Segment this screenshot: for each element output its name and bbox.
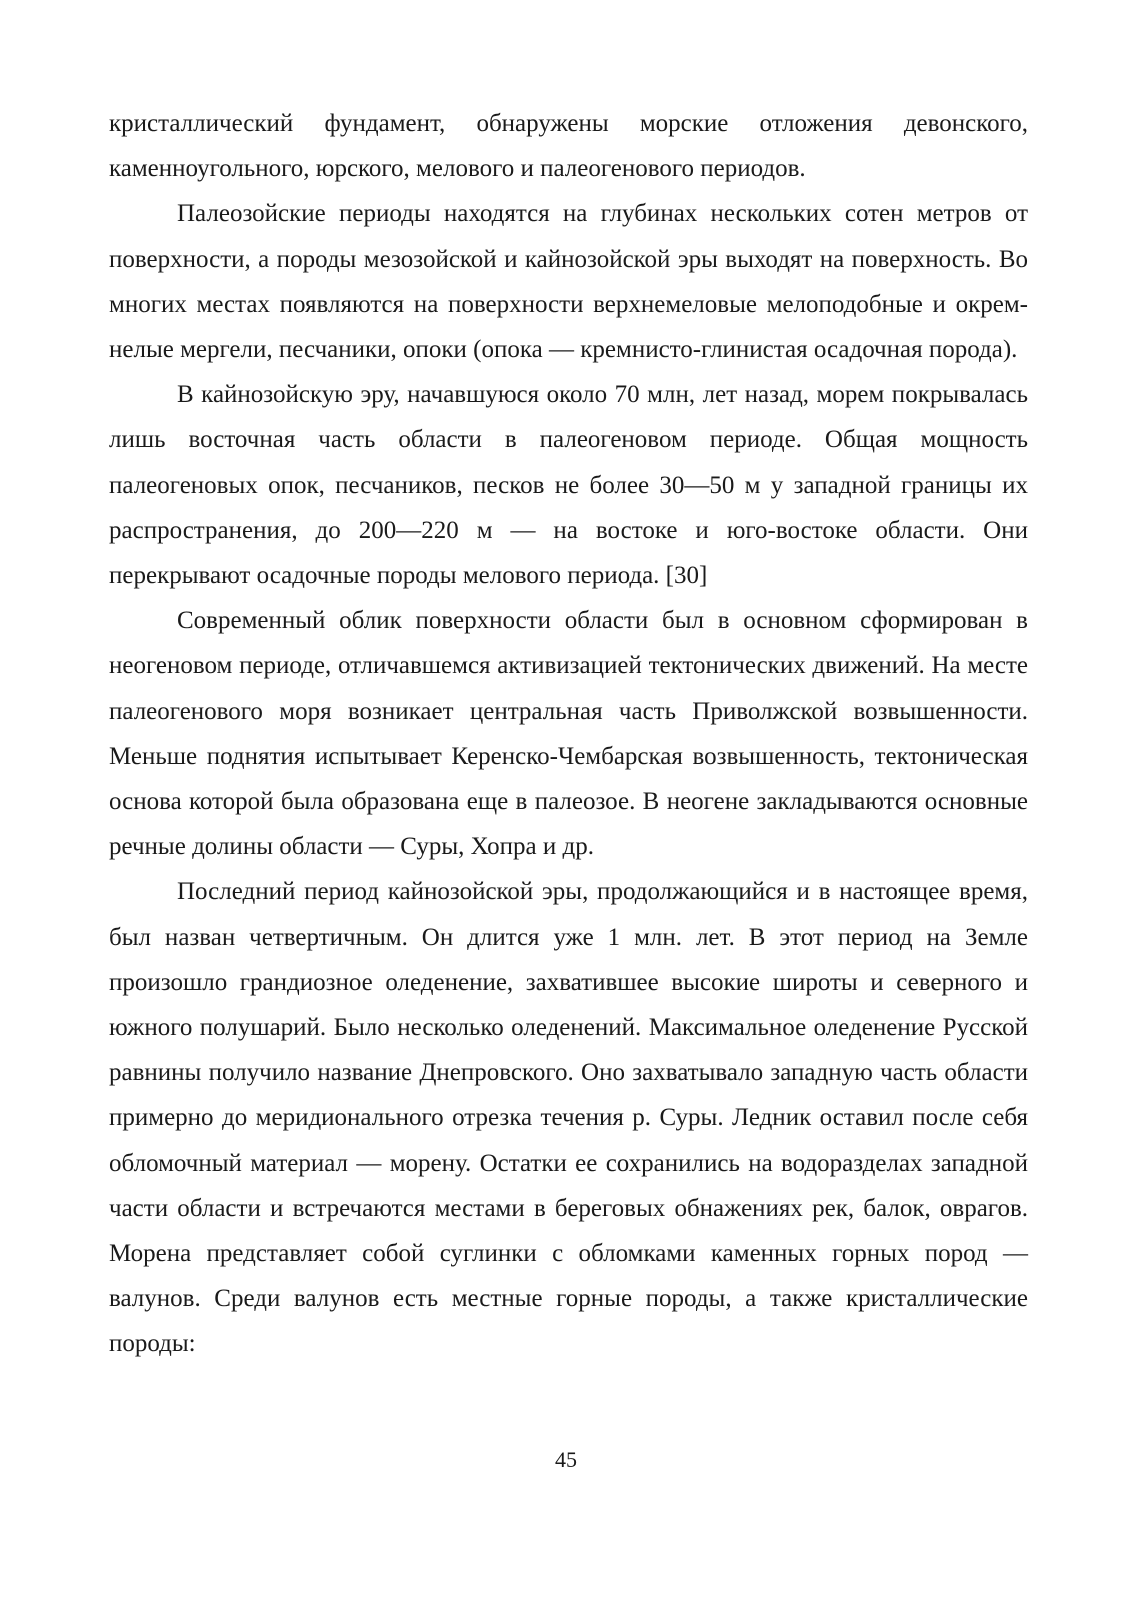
page-number: 45 bbox=[555, 1447, 577, 1472]
paragraph-3: В кайнозойскую эру, начавшуюся около 70 млн, лет назад, морем покрывалась лишь восточная часть области в палеогеновом периоде. Общая мощность палеогеновых опок, песчаников, песков не более 30—50 м у западной границы их распространения, до 200—220 м — на востоке и юго-востоке области. Они перекрывают осадочные породы мелового периода. [30] bbox=[109, 381, 1028, 590]
page-body-text bbox=[109, 101, 1028, 1367]
paragraph-2: Палеозойские периоды находятся на глубинах нескольких сотен метров от поверхности, а породы мезозойской и кайнозойской эры выходят на поверхность. Во многих местах появляются на поверхности верхнемеловые мелоподобные и окрем-нелые мергели, песчаники, опоки (опока — кремнисто-глинистая осадочная порода). bbox=[109, 200, 1028, 364]
paragraph-4: Современный облик поверхности области был в основном сформирован в неогеновом периоде, отличавшемся активизацией тектонических движений. На месте палеогенового моря возникает центральная часть Приволжской возвышенности. Меньше поднятия испытывает Керенско-Чембарская возвышенность, тектоническая основа которой была образована еще в палеозое. В неогене закладываются основные речные долины области — Суры, Хопра и др. bbox=[109, 607, 1028, 861]
paragraph-5: Последний период кайнозойской эры, продолжающийся и в настоящее время, был назван четвертичным. Он длится уже 1 млн. лет. В этот период на Земле произошло грандиозное оледенение, захватившее высокие широты и северного и южного полушарий. Было несколько оледенений. Максимальное оледенение Русской равнины получило название Днепровского. Оно захватывало западную часть области примерно до меридионального отрезка течения р. Суры. Ледник оставил после себя обломочный материал — морену. Остатки ее сохранились на водоразделах западной части области и встречаются местами в береговых обнажениях рек, балок, оврагов. Морена представляет собой суглинки с обломками каменных горных пород — валунов. Среди валунов есть местные горные породы, а также кристаллические породы: bbox=[109, 878, 1028, 1358]
paragraph-1: кристаллический фундамент, обнаружены морские отложения девонского, каменноугольного, юрского, мелового и палеогенового периодов. bbox=[109, 110, 1028, 183]
